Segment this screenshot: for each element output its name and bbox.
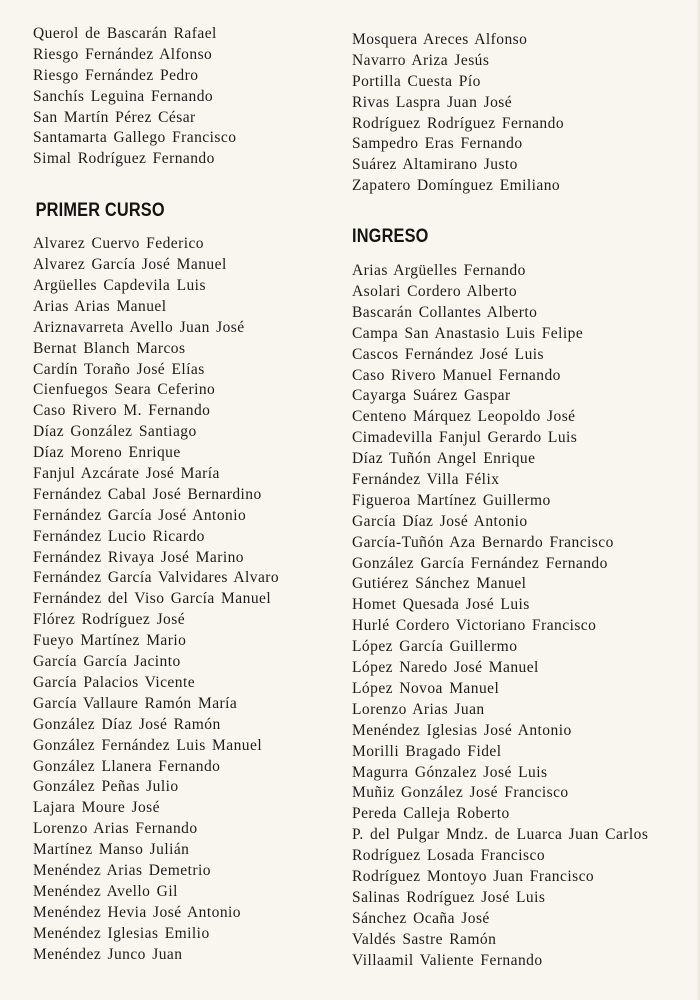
student-name: Homet Quesada José Luis — [352, 596, 530, 614]
student-name: Cienfuegos Seara Ceferino — [33, 381, 216, 399]
student-name: Ariznavarreta Avello Juan José — [33, 318, 245, 336]
student-name: Menéndez Iglesias Emilio — [33, 924, 210, 942]
student-name: Magurra Gónzalez José Luis — [352, 763, 548, 781]
student-name: Salinas Rodríguez José Luis — [352, 888, 546, 906]
student-name: López Novoa Manuel — [352, 679, 500, 697]
student-name: Flórez Rodríguez José — [33, 611, 186, 629]
ingreso-name-list — [352, 261, 682, 971]
student-name: Sanchís Leguina Fernando — [33, 87, 214, 105]
student-name: Riesgo Fernández Alfonso — [33, 45, 213, 63]
student-name: Fernández Lucio Ricardo — [33, 527, 205, 545]
right-column — [352, 30, 682, 971]
student-name: Figueroa Martínez Guillermo — [352, 491, 551, 509]
student-name: Valdés Sastre Ramón — [352, 930, 497, 948]
student-name: González Peñas Julio — [33, 778, 179, 796]
student-name: González Díaz José Ramón — [33, 715, 221, 733]
student-name: Muñiz González José Francisco — [352, 784, 569, 802]
student-name: Caso Rivero Manuel Fernando — [352, 366, 561, 384]
student-name: Caso Rivero M. Fernando — [33, 402, 211, 420]
student-name: Cayarga Suárez Gaspar — [352, 387, 511, 405]
student-name: Cardín Toraño José Elías — [33, 360, 205, 378]
student-name: Fernández del Viso García Manuel — [33, 590, 272, 608]
student-name: Bascarán Collantes Alberto — [352, 303, 538, 321]
student-name: López García Guillermo — [352, 638, 518, 656]
student-name: Cimadevilla Fanjul Gerardo Luis — [352, 429, 578, 447]
student-name: Santamarta Gallego Francisco — [33, 129, 237, 147]
student-name: Rivas Laspra Juan José — [352, 93, 513, 111]
page-edge — [696, 0, 700, 1000]
student-name: Menéndez Arias Demetrio — [33, 861, 211, 879]
student-name: Fueyo Martínez Mario — [33, 632, 187, 650]
student-name: Fernández Villa Félix — [352, 471, 500, 489]
student-name: Sánchez Ocaña José — [352, 909, 490, 927]
student-name: Zapatero Domínguez Emiliano — [352, 177, 561, 195]
student-name: Centeno Márquez Leopoldo José — [352, 408, 576, 426]
student-name: González García Fernández Fernando — [352, 554, 608, 572]
student-name: Argüelles Capdevila Luis — [33, 277, 206, 295]
primer-curso-name-list — [33, 234, 343, 965]
student-name: Fanjul Azcárate José María — [33, 465, 220, 483]
student-name: Alvarez García José Manuel — [33, 256, 227, 274]
student-name: Díaz Moreno Enrique — [33, 444, 181, 462]
student-name: Menéndez Hevia José Antonio — [33, 903, 241, 921]
student-name: Villaamil Valiente Fernando — [352, 951, 543, 969]
student-name: Rodríguez Rodríguez Fernando — [352, 114, 565, 132]
student-name: Campa San Anastasio Luis Felipe — [352, 324, 584, 342]
student-name: Suárez Altamirano Justo — [352, 156, 518, 174]
student-name: Morilli Bragado Fidel — [352, 742, 502, 760]
student-name: Lorenzo Arias Fernando — [33, 820, 198, 838]
student-name: Hurlé Cordero Victoriano Francisco — [352, 617, 597, 635]
student-name: Arias Arias Manuel — [33, 297, 167, 315]
student-name: García-Tuñón Aza Bernardo Francisco — [352, 533, 614, 551]
section-heading-primer-curso: PRIMER CURSO — [35, 200, 165, 222]
continued-name-list — [33, 24, 343, 170]
student-name: Asolari Cordero Alberto — [352, 283, 518, 301]
student-name: Gutiérez Sánchez Manuel — [352, 575, 527, 593]
student-name: Fernández Cabal José Bernardino — [33, 485, 262, 503]
student-name: García Díaz José Antonio — [352, 512, 528, 530]
student-name: Sampedro Eras Fernando — [352, 135, 523, 153]
student-name: Querol de Bascarán Rafael — [33, 25, 217, 42]
student-name: Díaz Tuñón Angel Enrique — [352, 450, 536, 468]
student-name: Rodríguez Montoyo Juan Francisco — [352, 867, 595, 885]
student-name: González Llanera Fernando — [33, 757, 221, 775]
student-name: Fernández García Valvidares Alvaro — [33, 569, 280, 587]
student-name: Portilla Cuesta Pío — [352, 72, 481, 90]
student-name: Alvarez Cuervo Federico — [33, 235, 205, 253]
student-name: Lorenzo Arias Juan — [352, 700, 485, 718]
student-name: González Fernández Luis Manuel — [33, 736, 263, 754]
student-name: Díaz González Santiago — [33, 423, 197, 441]
student-name: Rodríguez Losada Francisco — [352, 847, 546, 865]
student-name: Navarro Ariza Jesús — [352, 51, 490, 69]
student-name: Arias Argüelles Fernando — [352, 262, 526, 280]
student-name: Menéndez Avello Gil — [33, 882, 178, 900]
continued-name-list — [352, 30, 682, 197]
student-name: Menéndez Junco Juan — [33, 945, 183, 963]
student-name: San Martín Pérez César — [33, 108, 196, 126]
student-name: López Naredo José Manuel — [352, 659, 539, 677]
student-name: García García Jacinto — [33, 653, 181, 671]
student-name: Martínez Manso Julián — [33, 841, 190, 859]
student-name: García Palacios Vicente — [33, 673, 196, 691]
left-column — [33, 24, 343, 965]
student-name: García Vallaure Ramón María — [33, 694, 238, 712]
student-name: Fernández Rivaya José Marino — [33, 548, 245, 566]
student-name: P. del Pulgar Mndz. de Luarca Juan Carlos — [352, 826, 649, 844]
student-name: Lajara Moure José — [33, 799, 160, 817]
student-name: Cascos Fernández José Luis — [352, 345, 545, 363]
student-name: Simal Rodríguez Fernando — [33, 150, 215, 168]
student-name: Menéndez Iglesias José Antonio — [352, 721, 572, 739]
student-name: Fernández García José Antonio — [33, 506, 247, 524]
student-name: Mosquera Areces Alfonso — [352, 31, 528, 48]
student-name: Pereda Calleja Roberto — [352, 805, 510, 823]
student-name: Bernat Blanch Marcos — [33, 339, 186, 357]
student-name: Riesgo Fernández Pedro — [33, 66, 199, 84]
section-heading-ingreso: INGRESO — [352, 226, 429, 248]
